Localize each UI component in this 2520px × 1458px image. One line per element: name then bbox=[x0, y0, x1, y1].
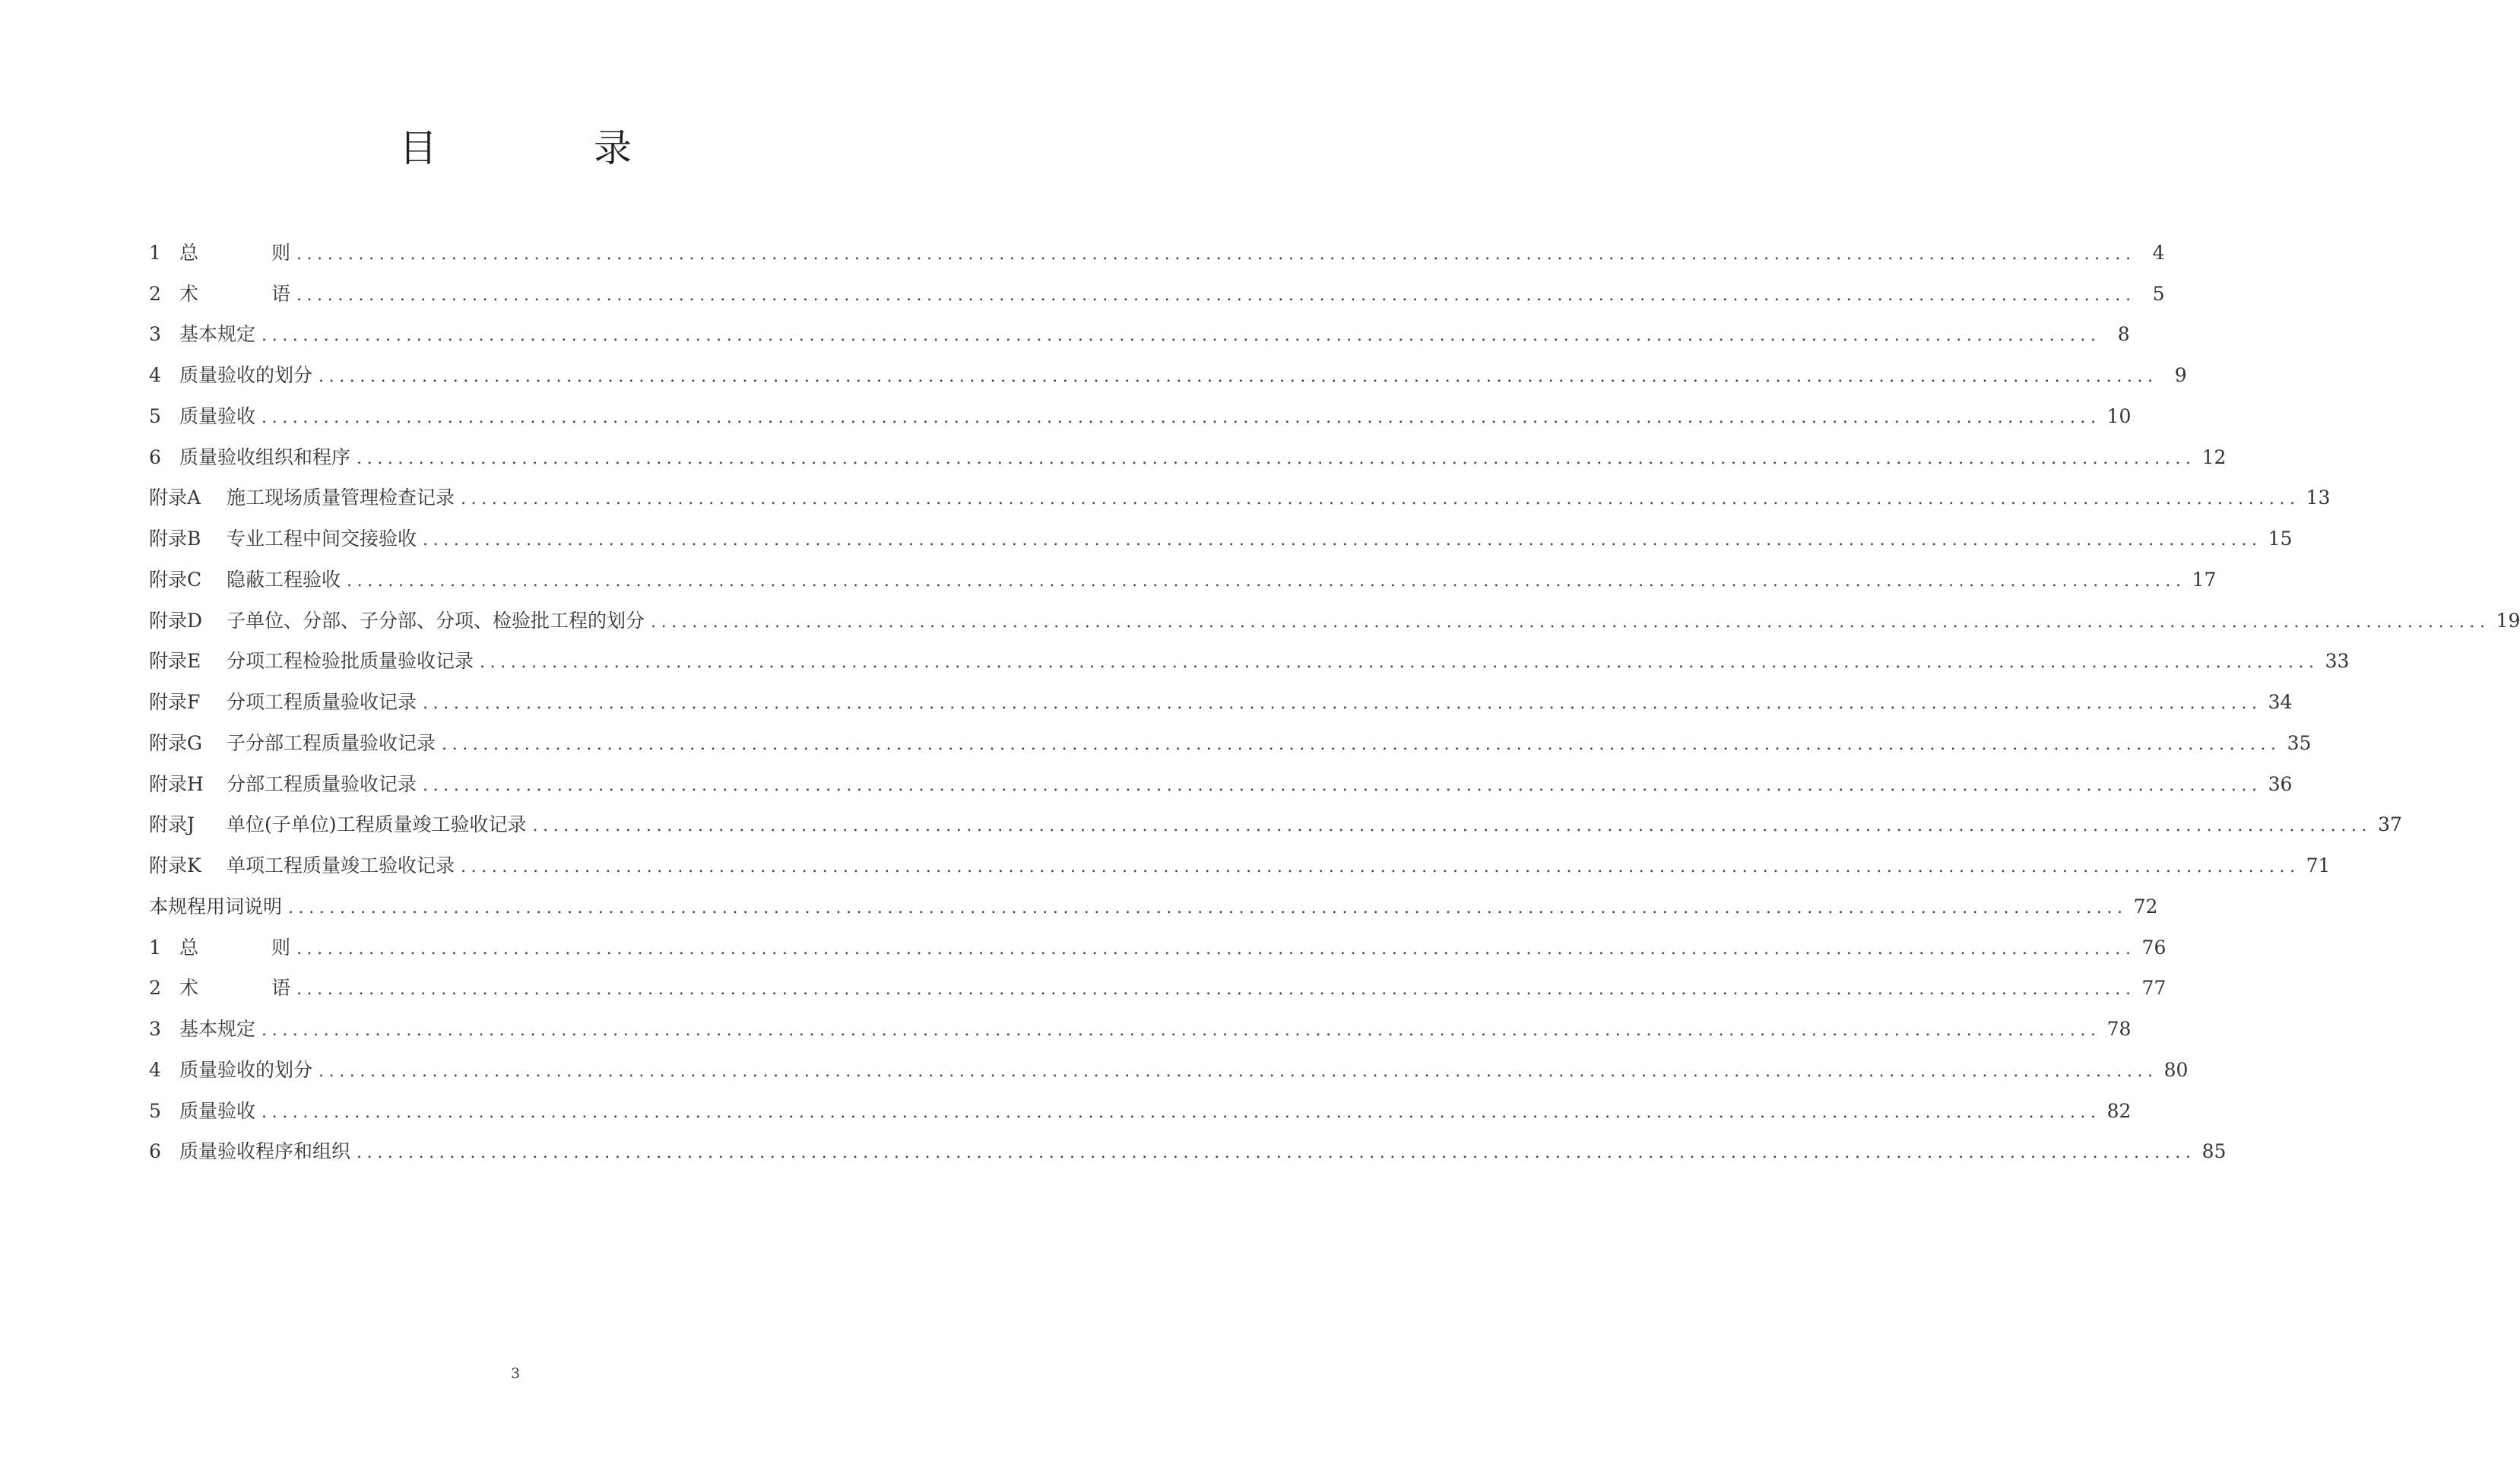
toc-entry-number: 附录K bbox=[149, 854, 201, 877]
toc-entry-page: 13 bbox=[2306, 487, 2331, 509]
toc-entry[interactable] bbox=[149, 601, 2520, 642]
toc-dot-leader: .................................................................................................................................................................................. bbox=[288, 898, 2128, 918]
toc-entry[interactable] bbox=[149, 315, 2130, 356]
toc-entry-number: 附录H bbox=[149, 772, 204, 795]
toc-entry-number: 5 bbox=[149, 404, 161, 427]
toc-entry-title: 质量验收的划分 bbox=[179, 364, 313, 387]
toc-entry[interactable] bbox=[149, 764, 2293, 805]
page-number: 3 bbox=[510, 1365, 521, 1382]
toc-entry-title: 隐蔽工程验收 bbox=[227, 568, 341, 591]
toc-entry-page: 10 bbox=[2106, 404, 2132, 427]
toc-entry[interactable] bbox=[149, 886, 2158, 927]
toc-entry[interactable] bbox=[149, 355, 2187, 396]
toc-dot-leader: .................................................................................................................................................................................. bbox=[651, 612, 2490, 632]
toc-entry-number: 附录D bbox=[149, 609, 203, 632]
toc-entry-number: 2 bbox=[149, 282, 161, 305]
toc-dot-leader: .................................................................................................................................................................................. bbox=[461, 857, 2300, 877]
table-of-contents bbox=[149, 233, 2520, 1172]
toc-entry[interactable] bbox=[149, 845, 2331, 886]
toc-dot-leader: .................................................................................................................................................................................. bbox=[296, 285, 2136, 305]
toc-entry-number: 6 bbox=[149, 1140, 161, 1163]
toc-entry-page: 77 bbox=[2141, 977, 2167, 1000]
toc-entry[interactable] bbox=[149, 559, 2217, 601]
toc-entry-page: 12 bbox=[2201, 445, 2227, 468]
toc-entry-title: 质量验收组织和程序 bbox=[179, 445, 351, 468]
toc-entry[interactable] bbox=[149, 968, 2167, 1010]
toc-entry-number: 1 bbox=[149, 936, 161, 959]
toc-entry-title: 质量验收的划分 bbox=[179, 1058, 313, 1081]
toc-entry-title: 分部工程质量验收记录 bbox=[227, 772, 417, 795]
toc-entry-page: 34 bbox=[2268, 691, 2293, 714]
toc-entry[interactable] bbox=[149, 1091, 2132, 1132]
toc-entry-title: 分项工程质量验收记录 bbox=[227, 691, 417, 714]
toc-entry-title: 子单位、分部、子分部、分项、检验批工程的划分 bbox=[227, 609, 645, 632]
toc-entry-page: 15 bbox=[2268, 528, 2293, 550]
toc-entry-page: 72 bbox=[2133, 895, 2158, 918]
toc-dot-leader: .................................................................................................................................................................................. bbox=[262, 326, 2101, 346]
toc-dot-leader: .................................................................................................................................................................................. bbox=[532, 816, 2373, 836]
toc-entry-title: 分项工程检验批质量验收记录 bbox=[227, 650, 474, 673]
toc-entry-title: 术 语 bbox=[179, 282, 324, 305]
toc-dot-leader: .................................................................................................................................................................................. bbox=[262, 407, 2101, 427]
toc-entry-title: 单位(子单位)工程质量竣工验收记录 bbox=[227, 813, 527, 836]
toc-dot-leader: .................................................................................................................................................................................. bbox=[347, 571, 2186, 591]
toc-entry-number: 4 bbox=[149, 1058, 161, 1081]
toc-entry-page: 78 bbox=[2106, 1018, 2132, 1041]
toc-entry[interactable] bbox=[149, 1009, 2132, 1050]
toc-entry[interactable] bbox=[149, 927, 2167, 968]
toc-entry[interactable] bbox=[149, 682, 2293, 723]
toc-entry[interactable] bbox=[149, 437, 2227, 478]
toc-dot-leader: .................................................................................................................................................................................. bbox=[296, 980, 2136, 1000]
toc-entry-page: 36 bbox=[2268, 772, 2293, 795]
toc-dot-leader: .................................................................................................................................................................................. bbox=[319, 1061, 2158, 1081]
toc-entry-title: 质量验收程序和组织 bbox=[179, 1140, 351, 1163]
toc-entry-number: 3 bbox=[149, 1018, 161, 1041]
toc-entry[interactable] bbox=[149, 274, 2165, 315]
toc-entry-title: 子分部工程质量验收记录 bbox=[227, 731, 436, 754]
toc-entry[interactable] bbox=[149, 233, 2165, 274]
toc-dot-leader: .................................................................................................................................................................................. bbox=[262, 1102, 2101, 1122]
toc-entry-title: 总 则 bbox=[179, 936, 324, 959]
toc-dot-leader: .................................................................................................................................................................................. bbox=[296, 939, 2136, 959]
toc-entry-title: 单项工程质量竣工验收记录 bbox=[227, 854, 455, 877]
toc-dot-leader: .................................................................................................................................................................................. bbox=[423, 775, 2262, 795]
toc-entry[interactable] bbox=[149, 805, 2402, 846]
toc-entry[interactable] bbox=[149, 396, 2132, 437]
toc-entry-page: 8 bbox=[2117, 323, 2130, 346]
toc-entry-title: 本规程用词说明 bbox=[149, 895, 283, 918]
toc-entry-number: 附录E bbox=[149, 650, 201, 673]
toc-entry-number: 附录J bbox=[149, 813, 195, 836]
toc-entry-number: 附录C bbox=[149, 568, 202, 591]
toc-dot-leader: .................................................................................................................................................................................. bbox=[461, 490, 2300, 509]
toc-entry[interactable] bbox=[149, 723, 2312, 764]
toc-entry-title: 术 语 bbox=[179, 977, 324, 1000]
toc-entry-number: 附录F bbox=[149, 691, 201, 714]
toc-entry-number: 附录G bbox=[149, 731, 202, 754]
toc-entry-page: 71 bbox=[2306, 854, 2331, 877]
toc-entry-page: 17 bbox=[2192, 568, 2217, 591]
toc-entry-page: 33 bbox=[2325, 650, 2350, 673]
toc-entry[interactable] bbox=[149, 1132, 2227, 1173]
toc-entry-number: 6 bbox=[149, 445, 161, 468]
toc-entry-page: 80 bbox=[2163, 1058, 2189, 1081]
toc-entry-title: 专业工程中间交接验收 bbox=[227, 528, 417, 550]
toc-dot-leader: .................................................................................................................................................................................. bbox=[319, 367, 2158, 387]
toc-entry-number: 1 bbox=[149, 241, 161, 264]
toc-entry-page: 19 bbox=[2496, 609, 2520, 632]
toc-entry-page: 5 bbox=[2152, 282, 2165, 305]
toc-entry[interactable] bbox=[149, 642, 2350, 683]
toc-dot-leader: .................................................................................................................................................................................. bbox=[442, 734, 2281, 754]
toc-entry-title: 施工现场质量管理检查记录 bbox=[227, 487, 455, 509]
toc-entry-number: 附录A bbox=[149, 487, 201, 509]
toc-dot-leader: .................................................................................................................................................................................. bbox=[423, 694, 2262, 714]
toc-entry-page: 35 bbox=[2287, 731, 2312, 754]
toc-entry-number: 附录B bbox=[149, 528, 201, 550]
toc-dot-leader: .................................................................................................................................................................................. bbox=[262, 1021, 2101, 1041]
page-title: 目 录 bbox=[399, 126, 691, 170]
toc-dot-leader: .................................................................................................................................................................................. bbox=[480, 653, 2319, 673]
toc-entry[interactable] bbox=[149, 478, 2331, 519]
toc-dot-leader: .................................................................................................................................................................................. bbox=[357, 448, 2196, 468]
toc-entry-page: 4 bbox=[2152, 241, 2165, 264]
toc-dot-leader: .................................................................................................................................................................................. bbox=[423, 531, 2262, 550]
toc-entry-page: 37 bbox=[2378, 813, 2402, 836]
toc-entry-title: 质量验收 bbox=[179, 1099, 256, 1122]
toc-entry-page: 76 bbox=[2141, 936, 2167, 959]
toc-entry-title: 总 则 bbox=[179, 241, 324, 264]
toc-dot-leader: .................................................................................................................................................................................. bbox=[296, 244, 2136, 264]
toc-entry[interactable] bbox=[149, 1050, 2189, 1091]
toc-entry-title: 基本规定 bbox=[179, 323, 256, 346]
toc-entry-number: 5 bbox=[149, 1099, 161, 1122]
toc-dot-leader: .................................................................................................................................................................................. bbox=[357, 1143, 2196, 1163]
toc-entry-number: 2 bbox=[149, 977, 161, 1000]
toc-entry-title: 基本规定 bbox=[179, 1018, 256, 1041]
toc-entry-number: 4 bbox=[149, 364, 161, 387]
toc-entry[interactable] bbox=[149, 518, 2293, 559]
toc-entry-number: 3 bbox=[149, 323, 161, 346]
toc-entry-page: 85 bbox=[2201, 1140, 2227, 1163]
toc-entry-page: 9 bbox=[2174, 364, 2187, 387]
toc-entry-page: 82 bbox=[2106, 1099, 2132, 1122]
toc-entry-title: 质量验收 bbox=[179, 404, 256, 427]
